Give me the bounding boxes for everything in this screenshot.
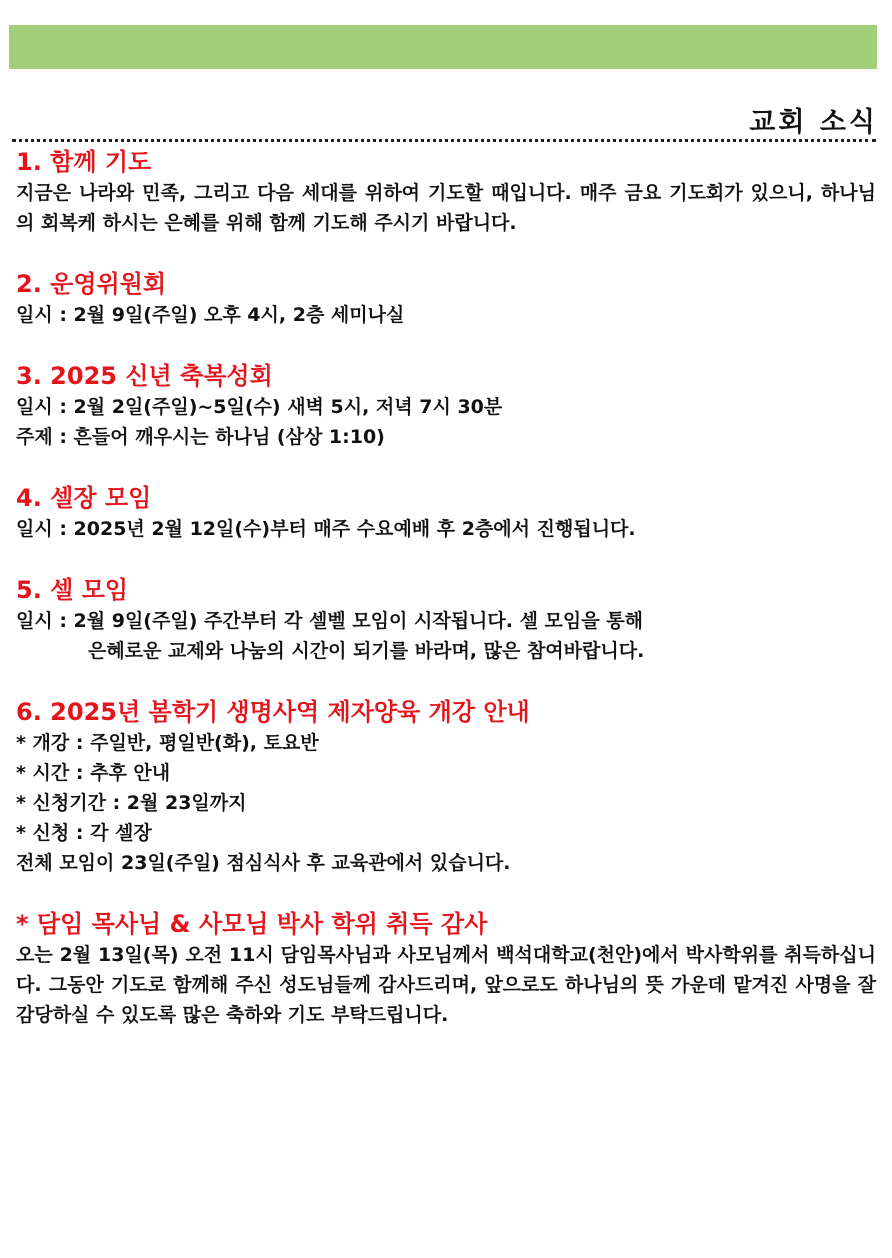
news-content [16, 146, 876, 1060]
section-body: 지금은 나라와 민족, 그리고 다음 세대를 위하여 기도할 때입니다. 매주 금요 기도회가 있으니, 하나님의 회복케 하시는 은혜를 위해 함께 기도해 주시기 바랍니다. [16, 182, 876, 234]
section-heading: 2. 운영위원회 [16, 270, 167, 298]
info-line: 전체 모임이 23일(주일) 점심식사 후 교육관에서 있습니다. [16, 852, 511, 874]
theme-line: 주제 : 흔들어 깨우시는 하나님 (삼상 1:10) [16, 426, 385, 448]
schedule-line: 일시 : 2월 9일(주일) 오후 4시, 2층 세미나실 [16, 304, 405, 326]
section-prayer [16, 146, 876, 238]
section-cell-leaders [16, 482, 876, 544]
list-item: * 신청 : 각 셀장 [16, 822, 152, 844]
section-heading: 3. 2025 신년 축복성회 [16, 362, 273, 390]
section-committee [16, 268, 876, 330]
section-heading: 5. 셀 모임 [16, 576, 129, 604]
section-heading: 6. 2025년 봄학기 생명사역 제자양육 개강 안내 [16, 698, 530, 726]
section-revival [16, 360, 876, 452]
section-doctorate-thanks [16, 908, 876, 1030]
dotted-divider [12, 139, 876, 142]
section-discipleship [16, 696, 876, 878]
schedule-line: 일시 : 2월 2일(주일)~5일(수) 새벽 5시, 저녁 7시 30분 [16, 396, 503, 418]
section-body: 오는 2월 13일(목) 오전 11시 담임목사님과 사모님께서 백석대학교(천안)에서 박사학위를 취득하십니다. 그동안 기도로 함께해 주신 성도님들께 감사드리며, 앞으로도 하나님의 뜻 가운데 맡겨진 사명을 잘 감당하실 수 있도록 많은 축하와 기도 부탁드립니다. [16, 944, 876, 1026]
schedule-line-continued: 은혜로운 교제와 나눔의 시간이 되기를 바라며, 많은 참여바랍니다. [88, 640, 645, 662]
section-cell-meeting [16, 574, 876, 666]
section-heading: * 담임 목사님 & 사모님 박사 학위 취득 감사 [16, 910, 488, 938]
section-heading: 4. 셀장 모임 [16, 484, 152, 512]
page-title: 교회 소식 [749, 107, 878, 138]
list-item: * 신청기간 : 2월 23일까지 [16, 792, 247, 814]
list-item: * 개강 : 주일반, 평일반(화), 토요반 [16, 732, 319, 754]
header-bar [9, 25, 877, 69]
schedule-line: 일시 : 2월 9일(주일) 주간부터 각 셀벨 모임이 시작됩니다. 셀 모임을 통해 [16, 610, 643, 632]
schedule-line: 일시 : 2025년 2월 12일(수)부터 매주 수요예배 후 2층에서 진행됩니다. [16, 518, 636, 540]
list-item: * 시간 : 추후 안내 [16, 762, 171, 784]
section-heading: 1. 함께 기도 [16, 148, 152, 176]
